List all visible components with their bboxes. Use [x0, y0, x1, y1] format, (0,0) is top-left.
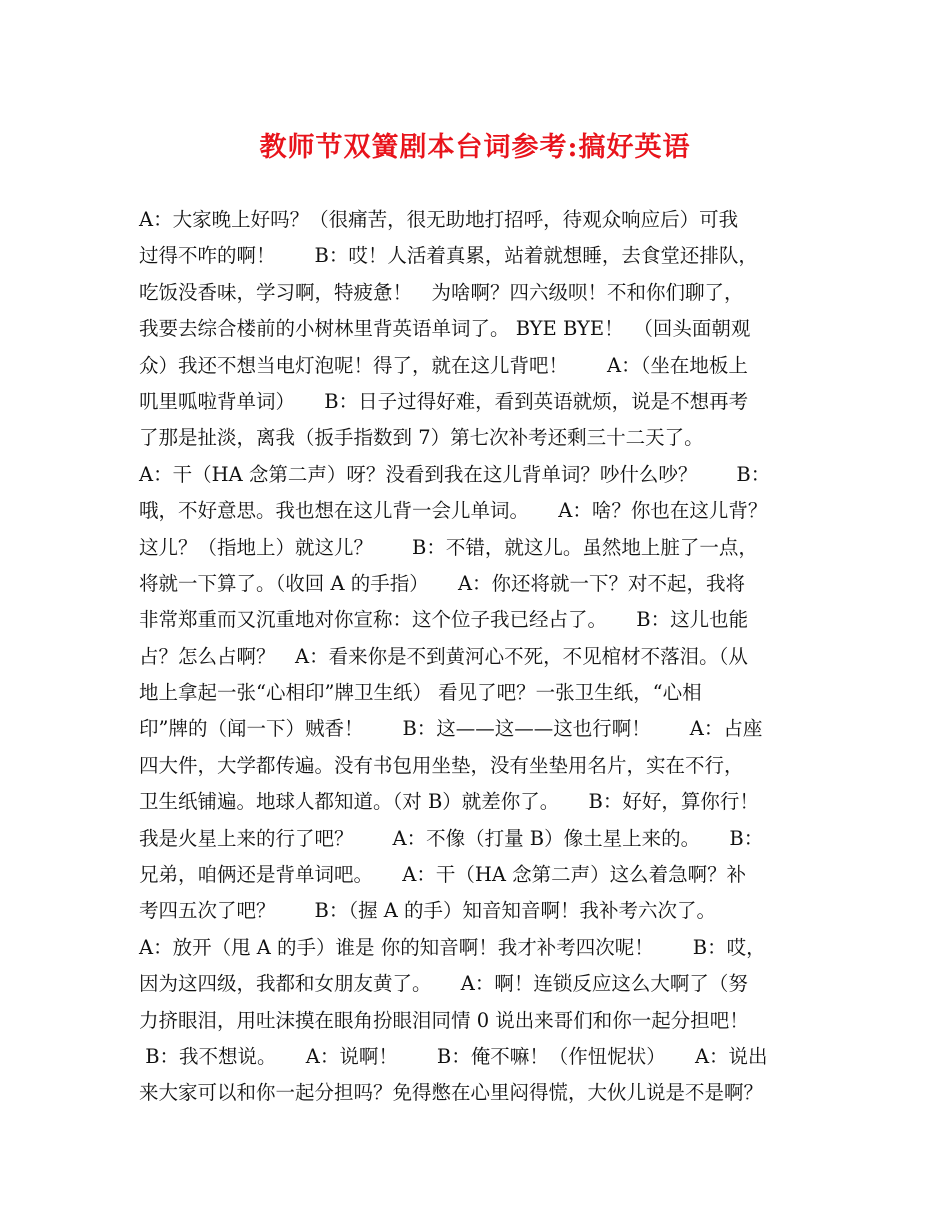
text-line: 占？怎么占啊？ A：看来你是不到黄河心不死，不见棺材不落泪。（从: [139, 644, 748, 668]
text-line: 非常郑重而又沉重地对你宣称：这个位子我已经占了。 B：这儿也能: [139, 608, 749, 632]
text-line: 印”牌的（闻一下）贼香！ B：这——这——这也行啊！ A：占座: [139, 717, 763, 741]
text-line: 地上拿起一张“心相印”牌卫生纸） 看见了吧？一张卫生纸，“心相: [139, 681, 702, 705]
text-line: 众）我还不想当电灯泡呢！得了，就在这儿背吧！ A：（坐在地板上: [139, 353, 748, 377]
text-line: 了那是扯淡，离我（扳手指数到 7）第七次补考还剩三十二天了。: [139, 426, 704, 450]
text-line: 卫生纸铺遍。地球人都知道。（对 B）就差你了。 B：好好，算你行！: [139, 790, 759, 814]
text-line: 叽里呱啦背单词） B：日子过得好难，看到英语就烦，说是不想再考: [139, 389, 749, 413]
text-line: 兄弟，咱俩还是背单词吧。 A：干（HA 念第二声）这么着急啊？补: [139, 863, 747, 887]
document-body: [139, 202, 817, 1112]
text-line: 四大件，大学都传遍。没有书包用坐垫，没有坐垫用名片，实在不行，: [139, 753, 744, 777]
text-line: B：我不想说。 A：说啊！ B：俺不嘛！（作忸怩状） A：说出: [139, 1044, 768, 1068]
text-line: 将就一下算了。（收回 A 的手指） A：你还将就一下？对不起，我将: [139, 571, 746, 595]
text-line: 因为这四级，我都和女朋友黄了。 A：啊！连锁反应这么大啊了（努: [139, 972, 748, 996]
text-line: 力挤眼泪，用吐沫摸在眼角扮眼泪同情 0 说出来哥们和你一起分担吧！: [139, 1008, 749, 1032]
text-line: 这儿？（指地上）就这儿？ B：不错，就这儿。虽然地上脏了一点，: [139, 535, 758, 559]
text-line: 我要去综合楼前的小树林里背英语单词了。 BYE BYE！ （回头面朝观: [139, 317, 751, 341]
text-line: A：大家晚上好吗？（很痛苦，很无助地打招呼，待观众响应后）可我: [139, 208, 739, 231]
text-line: 来大家可以和你一起分担吗？免得憋在心里闷得慌，大伙儿说是不是啊？: [139, 1081, 764, 1105]
text-line: 考四五次了吧？ B：（握 A 的手）知音知音啊！我补考六次了。: [139, 899, 717, 923]
text-line: 哦，不好意思。我也想在这儿背一会儿单词。 A：啥？你也在这儿背？: [139, 499, 768, 523]
text-line: 过得不咋的啊！ B：哎！人活着真累，站着就想睡，去食堂还排队，: [139, 244, 758, 268]
text-line: A：放开（甩 A 的手）谁是 你的知音啊！我才补考四次呢！ B：哎，: [139, 935, 766, 959]
text-line: 吃饭没香味，学习啊，特疲惫！ 为啥啊？四六级呗！不和你们聊了，: [139, 280, 744, 304]
document-title: 教师节双簧剧本台词参考:搞好英语: [259, 132, 691, 163]
text-line: 我是火星上来的行了吧？ A：不像（打量 B）像土星上来的。 B：: [139, 826, 764, 850]
text-line: A：干（HA 念第二声）呀？没看到我在这儿背单词？吵什么吵？ B：: [139, 462, 771, 486]
